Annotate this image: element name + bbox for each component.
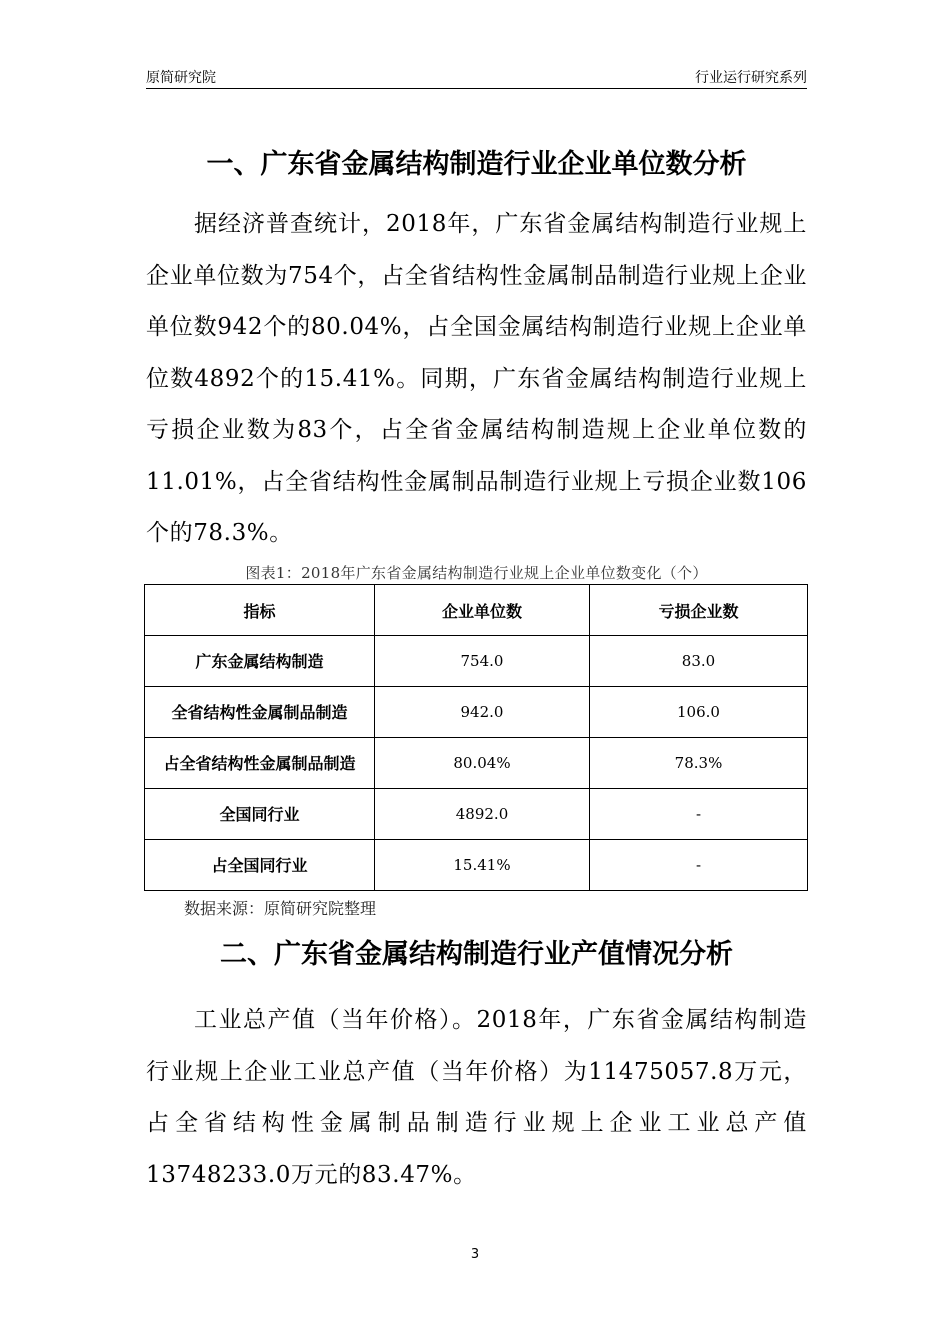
section-1-paragraph: 据经济普查统计，2018年，广东省金属结构制造行业规上企业单位数为754个，占全省结构性金属制品制造行业规上企业单位数942个的80.04%，占全国金属结构制造行业规上企业单位数4892个的15.41%。同期，广东省金属结构制造行业规上亏损企业数为83个，占全省金属结构制造规上企业单位数的11.01%，占全省结构性金属制品制造行业规上亏损企业数106个的78.3%。 [146, 211, 807, 546]
row-loss: 78.3% [590, 738, 808, 789]
header-series: 行业运行研究系列 [695, 70, 807, 86]
row-label: 全国同行业 [145, 789, 375, 840]
section-2-title: 二、广东省金属结构制造行业产值情况分析 [220, 939, 733, 970]
header-units: 企业单位数 [375, 585, 590, 636]
table-row [145, 789, 808, 840]
row-label: 全省结构性金属制品制造 [145, 687, 375, 738]
table-row [145, 687, 808, 738]
row-loss: - [590, 789, 808, 840]
page-header [146, 66, 807, 89]
page-number: 3 [470, 1247, 480, 1262]
row-units: 15.41% [375, 840, 590, 891]
section-2-paragraph: 工业总产值（当年价格）。2018年，广东省金属结构制造行业规上企业工业总产值（当年价格）为11475057.8万元，占全省结构性金属制品制造行业规上企业工业总产值13748233.0万元的83.47%。 [146, 1007, 807, 1188]
header-org: 原简研究院 [146, 70, 216, 86]
table-row [145, 840, 808, 891]
table-row [145, 636, 808, 687]
row-loss: - [590, 840, 808, 891]
table-caption: 图表1：2018年广东省金属结构制造行业规上企业单位数变化（个） [245, 564, 708, 582]
row-units: 4892.0 [375, 789, 590, 840]
enterprise-count-table [144, 584, 808, 891]
row-units: 754.0 [375, 636, 590, 687]
row-loss: 83.0 [590, 636, 808, 687]
header-indicator: 指标 [145, 585, 375, 636]
row-label: 占全国同行业 [145, 840, 375, 891]
row-label: 广东金属结构制造 [145, 636, 375, 687]
row-label: 占全省结构性金属制品制造 [145, 738, 375, 789]
row-units: 80.04% [375, 738, 590, 789]
row-units: 942.0 [375, 687, 590, 738]
section-1-title: 一、广东省金属结构制造行业企业单位数分析 [206, 149, 747, 180]
row-loss: 106.0 [590, 687, 808, 738]
table-header-row [145, 585, 808, 636]
table-row [145, 738, 808, 789]
data-source-note: 数据来源：原简研究院整理 [184, 899, 377, 918]
header-loss: 亏损企业数 [590, 585, 808, 636]
